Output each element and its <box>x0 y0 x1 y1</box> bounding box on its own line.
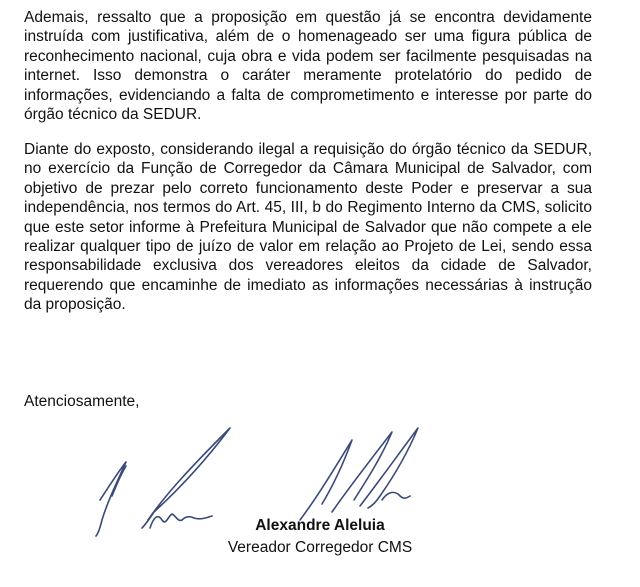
signer-role: Vereador Corregedor CMS <box>227 539 413 556</box>
paragraph-2: Diante do exposto, considerando ilegal a requisição do órgão técnico da SEDUR, no exercício da Função de Corregedor da Câmara Municipal de Salvador, com objetivo de prezar pelo correto funcionamento deste Poder e preservar a sua independência, nos termos do Art. 45, III, b do Regimento Interno da CMS, solicito que este setor informe à Prefeitura Municipal de Salvador que não compete a ele realizar qualquer tipo de juízo de valor em relação ao Projeto de Lei, sendo essa responsabilidade exclusiva dos vereadores eleitos da cidade de Salvador, requerendo que encaminhe de imediato as informações necessárias à instrução da proposição. <box>24 141 592 314</box>
closing-salutation: Atenciosamente, <box>24 393 140 410</box>
paragraph-1: Ademais, ressalto que a proposição em questão já se encontra devidamente instruída com justificativa, além de o homenageado ser uma figura pública de reconhecimento nacional, cuja obra e vida podem ser facilmente pesquisadas na internet. Isso demonstra o caráter meramente protelatório do pedido de informações, evidenciando a falta de comprometimento e interesse por parte do órgão técnico da SEDUR. <box>24 9 592 124</box>
signer-name: Alexandre Aleluia <box>255 517 385 534</box>
